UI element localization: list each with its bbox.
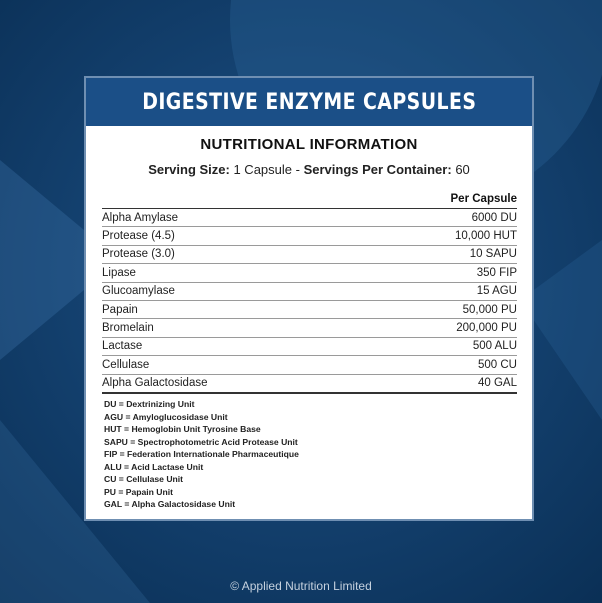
ingredient-name: Glucoamylase: [102, 285, 175, 298]
legend-item: GAL = Alpha Galactosidase Unit: [104, 499, 236, 509]
copyright-footer: © Applied Nutrition Limited: [230, 579, 372, 593]
table-row: [102, 246, 517, 264]
ingredient-value: 15 AGU: [476, 285, 517, 298]
legend-item: FIP = Federation Internationale Pharmaceutique: [104, 449, 299, 459]
legend-item: AGU = Amyloglucosidase Unit: [104, 411, 228, 422]
ingredient-name: Alpha Amylase: [102, 211, 179, 224]
ingredient-name: Cellulase: [102, 358, 150, 371]
ingredient-name: Alpha Galactosidase: [102, 377, 208, 390]
legend-item: SAPU = Spectrophotometric Acid Protease Unit: [104, 436, 298, 447]
table-row: [102, 227, 517, 245]
legend-item: HUT = Hemoglobin Unit Tyrosine Base: [104, 424, 261, 434]
legend-item: ALU = Acid Lactase Unit: [104, 461, 204, 472]
table-header: [102, 190, 517, 209]
legend-item: PU = Papain Unit: [104, 486, 174, 497]
serving-size-label: Serving Size:: [148, 162, 230, 177]
ingredient-value: 200,000 PU: [456, 322, 517, 335]
ingredient-value: 50,000 PU: [462, 303, 517, 316]
ingredient-value: 6000 DU: [471, 211, 517, 224]
label-title: DIGESTIVE ENZYME CAPSULES: [141, 89, 477, 115]
ingredient-value: 350 FIP: [476, 266, 517, 279]
table-row: [102, 356, 517, 374]
legend-item: DU = Dextrinizing Unit: [104, 399, 195, 409]
ingredient-table: [102, 190, 517, 394]
supplement-label: [84, 76, 534, 521]
table-row: [102, 264, 517, 282]
ingredient-value: 10,000 HUT: [454, 230, 517, 243]
ingredient-name: Papain: [102, 303, 138, 316]
unit-legend: [104, 398, 524, 511]
table-row: [102, 283, 517, 301]
ingredient-value: 40 GAL: [478, 377, 517, 390]
ingredient-value: 10 SAPU: [469, 248, 517, 261]
title-banner: [86, 78, 532, 126]
servings-value: 60: [455, 162, 470, 177]
table-row: [102, 319, 517, 337]
table-row: [102, 375, 517, 394]
serving-size-value: 1 Capsule -: [233, 162, 300, 177]
legend-item: CU = Cellulase Unit: [104, 474, 184, 484]
ingredient-name: Protease (4.5): [102, 230, 175, 243]
serving-info: [86, 162, 532, 177]
table-row: [102, 301, 517, 319]
nutritional-heading: NUTRITIONAL INFORMATION: [200, 136, 418, 153]
per-capsule-header: Per Capsule: [450, 192, 517, 205]
table-row: [102, 209, 517, 227]
ingredient-value: 500 ALU: [472, 340, 517, 353]
ingredient-value: 500 CU: [478, 358, 517, 371]
ingredient-name: Lactase: [102, 340, 143, 353]
table-row: [102, 338, 517, 356]
ingredient-name: Protease (3.0): [102, 248, 175, 261]
servings-label: Servings Per Container:: [303, 162, 452, 177]
ingredient-name: Lipase: [102, 266, 136, 279]
ingredient-name: Bromelain: [102, 322, 154, 335]
